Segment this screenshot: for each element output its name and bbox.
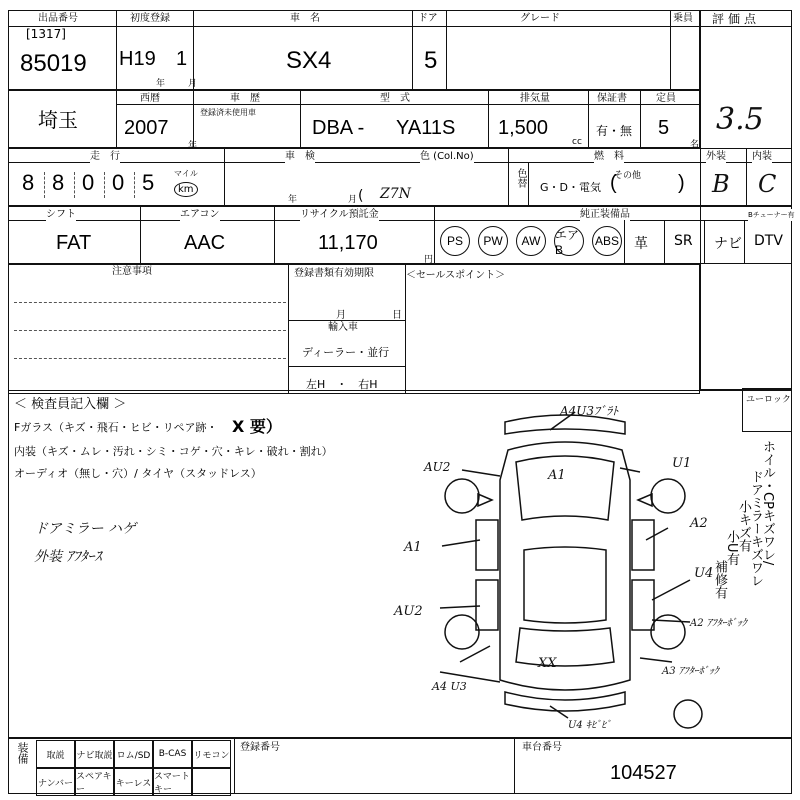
history-sub: 登録済未使用車 [200,108,256,117]
year-label: 西暦 [140,93,160,104]
ac-value: AAC [184,232,226,254]
capacity-label: 定員 [656,93,676,104]
equipment-item: AW [516,226,546,256]
damage-mark: XX [538,656,557,671]
tv-label: Bチューナー有 [748,211,795,219]
footer-item: リモコン [192,740,231,768]
hand-note-2: 外装 ｱﾌﾀｰｽ [34,549,102,565]
side-remark: ドアミラーキズワレ [748,470,763,587]
mileage-digit: 5 [142,170,155,195]
mileage-label: 走 行 [90,151,120,162]
reg-no-label: 登録番号 [240,742,280,753]
history-label: 車 歴 [230,93,260,104]
shift-value: FAT [56,232,92,254]
interior-label: 内装 [752,151,772,162]
damage-mark: A1 [548,468,566,483]
damage-mark: U4 [694,566,714,581]
inspector-title: ＜ 検査員記入欄 ＞ [14,397,127,412]
damage-mark: A4 U3 [432,680,467,693]
mileage-digit: 8 [52,170,65,195]
equipment-item: PW [478,226,508,256]
footer-item: スマートキー [153,768,192,796]
euro-label: ユーロック [746,395,791,405]
doors-label: ドア [418,13,438,24]
interior-line: 内装（キズ・ムレ・汚れ・シミ・コゲ・穴・キレ・破れ・割れ） [14,445,333,458]
damage-mark: U4 ｷﾋﾞﾋﾞ [568,720,611,731]
chassis-number: 104527 [610,762,677,784]
mileage-digit: 0 [82,170,95,195]
dealer-option: ディーラー・並行 [302,346,390,359]
lot-number: 85019 [20,50,87,77]
car-name-label: 車 名 [290,13,320,24]
fuel-other: その他 [614,171,642,181]
km-unit: km [174,182,198,197]
digit-separator [134,172,135,198]
exterior-value: B [712,170,730,198]
color-label: 色 (Col.No) [420,151,474,162]
doors-value: 5 [424,47,438,74]
exterior-label: 外装 [706,151,726,162]
footer-item: ナビ取説 [75,740,114,768]
side-remark: 小U有 [724,530,739,566]
footer-item: B-CAS [153,740,192,768]
damage-mark: A1 [404,540,422,555]
chassis-label: 車台番号 [522,742,562,753]
score-value: 3.5 [716,102,764,137]
damage-mark: U1 [672,456,692,471]
header-row [8,10,700,90]
handle-option: 左H ・ 右H [306,378,378,391]
car-name: SX4 [286,47,332,74]
warranty-label: 保証書 [597,93,627,104]
digit-separator [74,172,75,198]
mileage-digit: 8 [22,170,35,195]
equipment-divider [664,220,665,264]
footer-sec-label: 装備 [16,742,29,764]
damage-mark: A3 ｱﾌﾀｰﾎﾞｯｸ [662,666,719,677]
lot-label: 出品番号 [38,13,78,24]
footer-item: スペアキー [75,768,114,796]
seats-label: 乗員 [673,13,693,24]
damage-mark: A2 [690,516,708,531]
fuel-value: G・D・電気 [540,181,601,194]
color-change-label: 色替 [515,168,526,188]
hand-note-1: ドアミラー ハゲ [34,521,137,537]
damage-mark: A2 ｱﾌﾀｰﾎﾞｯｸ [690,618,747,629]
footer-item [192,768,231,796]
side-remark: 補修有 [712,560,727,599]
inspection-label: 車 検 [285,151,315,162]
equipment-extra: DTV [754,233,783,249]
side-remark: ホイル・CPキズワレ/ [760,440,775,566]
windshield-line: Fガラス（キズ・飛石・ヒビ・リペア跡・ [14,421,218,434]
digit-separator [104,172,105,198]
equipment-label: 純正装備品 [580,209,630,220]
warranty-value: 有・無 [596,124,633,138]
equipment-item: エアB [554,226,584,256]
sales-label: ＜セールスポイント＞ [406,270,506,281]
damage-mark: A4U3ﾌﾞﾗﾄ [560,404,619,418]
equipment-extra: SR [674,233,693,249]
region: 埼玉 [38,110,78,132]
audio-line: オーディオ（無し・穴）/ タイヤ（スタッドレス） [14,467,262,480]
damage-mark: AU2 [394,604,423,619]
side-remark: 小キズ有 [736,500,751,552]
reg-deadline-label: 登録書類有効期限 [294,268,374,279]
footer-item: キーレス [114,768,153,796]
displacement-label: 排気量 [520,93,550,104]
footer-item: ナンバー [36,768,75,796]
digit-separator [44,172,45,198]
footer-item: ロム/SD [114,740,153,768]
equipment-extra: ナビ [714,236,742,252]
damage-mark: AU2 [424,460,451,474]
model-prefix: DBA - [312,117,365,139]
shift-label: シフト [46,209,76,220]
capacity-value: 5 [658,117,670,139]
ac-label: エアコン [180,209,220,220]
interior-value: C [758,170,777,198]
equipment-item: PS [440,226,470,256]
footer-item: 取説 [36,740,75,768]
first-reg-era: H19 [119,48,156,70]
mileage-digit: 0 [112,170,125,195]
displacement-value: 1,500 [498,117,549,139]
equipment-divider [744,220,745,264]
year-value: 2007 [124,117,169,139]
first-reg-label: 初度登録 [130,13,170,24]
recycle-value: 11,170 [318,232,378,254]
equipment-item: ABS [592,226,622,256]
windshield-x: X 要） [232,417,282,436]
equipment-divider [704,220,705,264]
caution-label: 注意事項 [112,266,152,277]
recycle-label: リサイクル預託金 [300,209,379,220]
equipment-divider [624,220,625,264]
grade-label: グレード [520,13,560,24]
score-label: 評価点 [712,12,761,26]
mile-unit: マイル [174,169,198,178]
fuel-label: 燃 料 [594,151,624,162]
model-label: 型 式 [380,93,410,104]
model-code: YA11S [396,117,456,139]
import-label: 輸入車 [328,322,358,333]
first-reg-month: 1 [176,48,188,70]
lot-code: [1317] [26,27,66,41]
color-code: Z7N [380,186,411,202]
equipment-extra: 革 [634,236,648,252]
